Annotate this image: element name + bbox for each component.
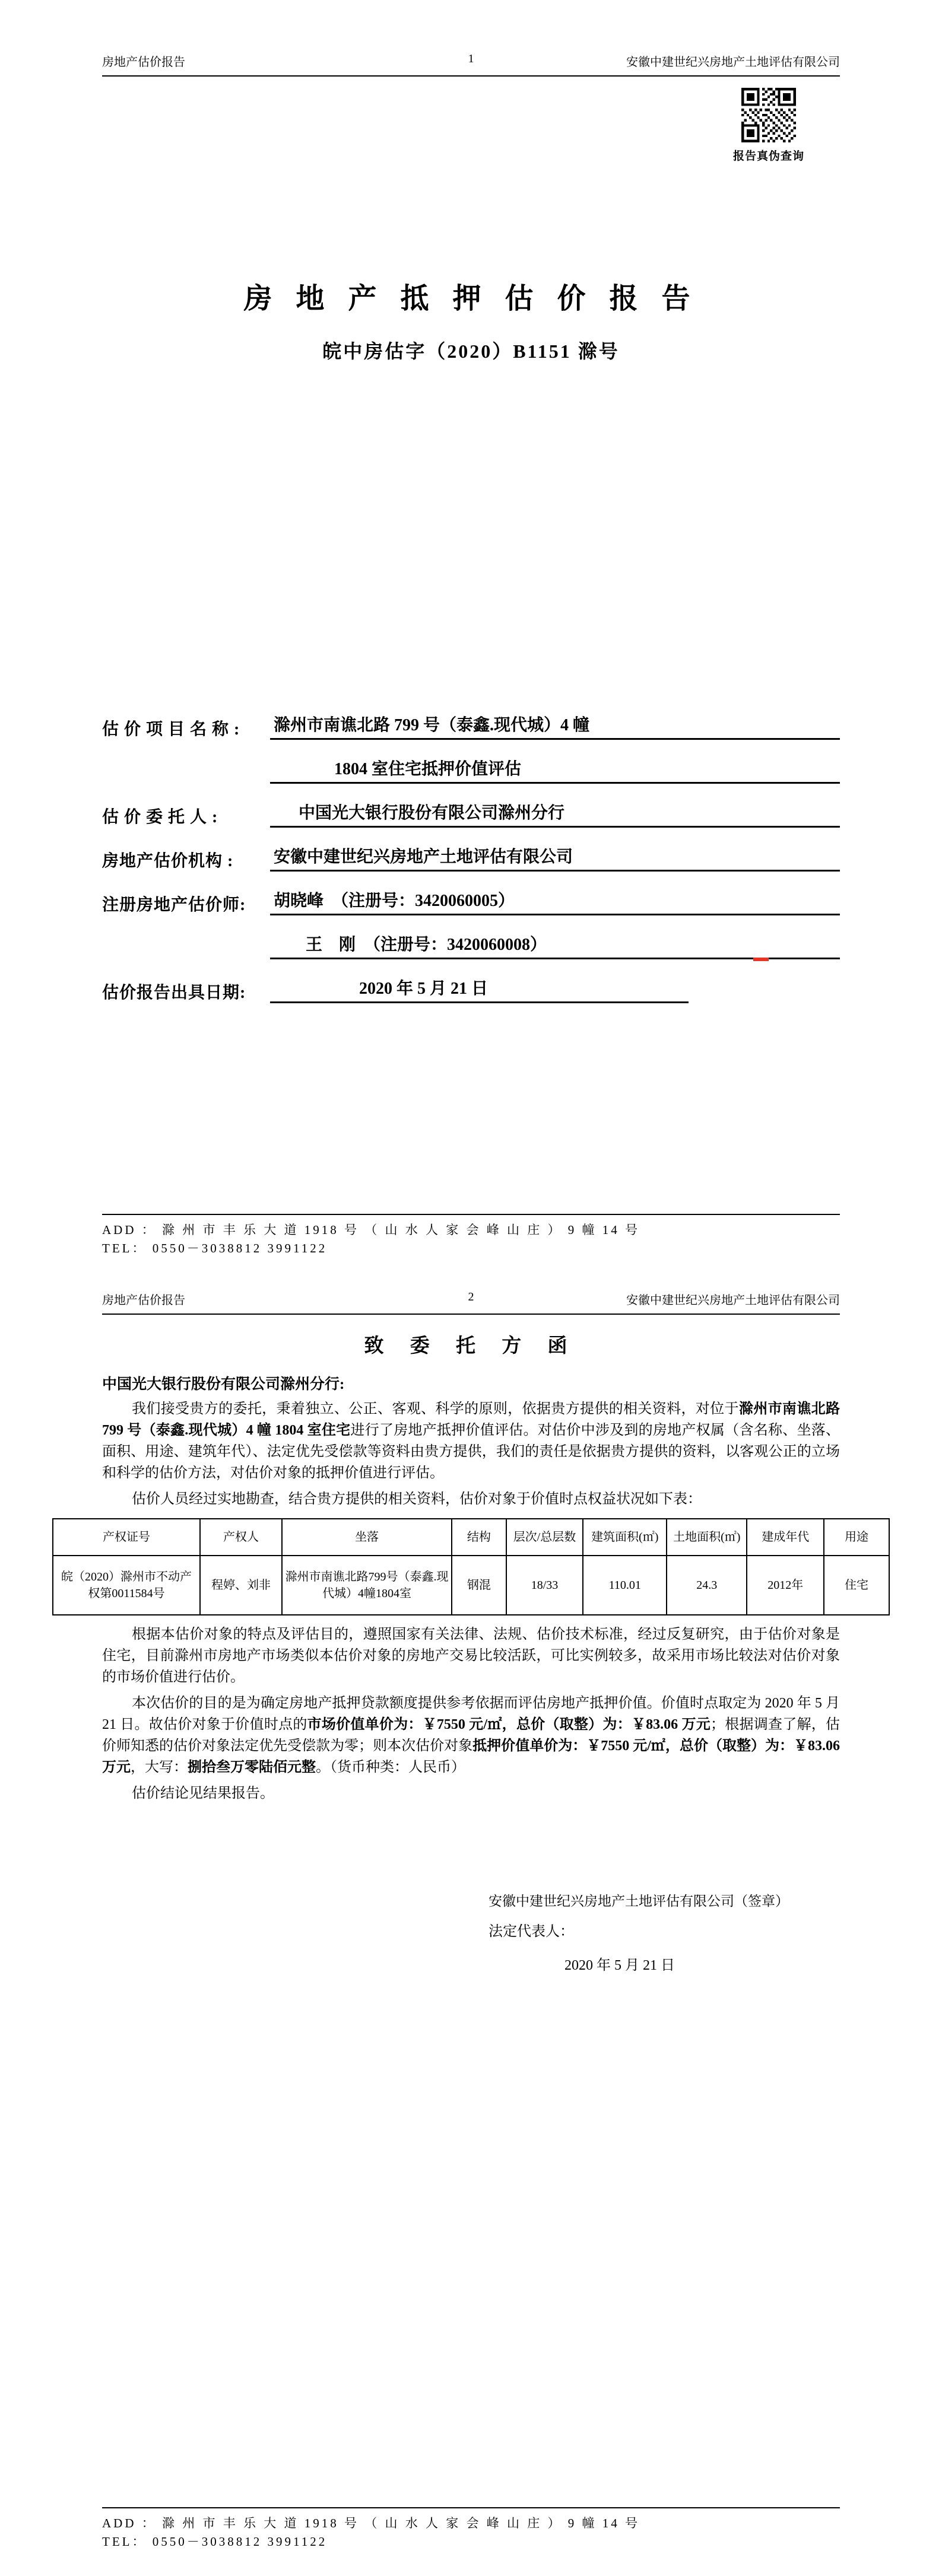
page-number: 2 — [468, 1290, 474, 1303]
paragraph-bold-text: 滁州市南谯北路 799 号（泰鑫.现代城）4 幢 1804 室住宅 — [102, 1401, 840, 1438]
table-header-cell: 建筑面积(㎡) — [583, 1519, 667, 1556]
table-cell: 皖（2020）滁州市不动产权第0011584号 — [53, 1556, 200, 1615]
cover-form — [102, 696, 840, 1003]
page-header — [102, 52, 840, 77]
paragraph-text: ；根据调查了解，估价师知悉的估价对象法定优先受偿款为零；则本次估价对象 — [102, 1717, 840, 1754]
salutation: 中国光大银行股份有限公司滁州分行: — [102, 1376, 345, 1392]
page-footer — [102, 1214, 840, 1258]
rights-status-table — [52, 1518, 890, 1615]
field-value: 2020 年 5 月 21 日 — [270, 975, 689, 1003]
signature-block — [102, 1890, 789, 1974]
table-cell: 钢混 — [452, 1556, 506, 1615]
paragraph-2: 估价人员经过实地勘查，结合贵方提供的相关资料，估价对象于价值时点权益状况如下表： — [132, 1491, 702, 1507]
qr-code — [741, 88, 796, 142]
mortgage-value-bold-text: 抵押价值单价为：￥7550 元/㎡，总价（取整）为：￥83.06 万元 — [102, 1738, 840, 1775]
page-footer — [102, 2507, 840, 2551]
field-value: 滁州市南谯北路 799 号（泰鑫.现代城）4 幢 — [270, 712, 840, 740]
paragraph-text: 我们接受贵方的委托，秉着独立、公正、客观、科学的原则，依据贵方提供的相关资料，对位于 — [132, 1401, 739, 1417]
field-appraiser-1 — [102, 872, 840, 915]
table-cell: 24.3 — [667, 1556, 747, 1615]
field-value: 安徽中建世纪兴房地产土地评估有限公司 — [270, 844, 840, 872]
paragraph-text: ，大写： — [131, 1760, 188, 1775]
table-row — [53, 1556, 889, 1615]
field-label: 估 价 项 目 名 称 : — [102, 720, 240, 739]
field-value: 王 刚 （注册号：3420060008） — [270, 931, 840, 959]
footer-tel: TEL： 0550－3038812 3991122 — [102, 2534, 328, 2549]
table-cell: 程婷、刘非 — [200, 1556, 282, 1615]
paragraph-3: 根据本估价对象的特点及评估目的，遵照国家有关法律、法规、估价技术标准，经过反复研究，由于估价对象是住宅，目前滁州市房地产市场类似本估价对象的房地产交易比较活跃，可比实例较多，故采用市场比较法对估价对象的市场价值进行估价。 — [102, 1627, 840, 1685]
qr-caption: 报告真伪查询 — [733, 150, 805, 163]
field-appraiser-2 — [102, 915, 840, 959]
field-label: 估 价 委 托 人 : — [102, 808, 218, 826]
table-header-cell: 土地面积(㎡) — [667, 1519, 747, 1556]
field-label: 估价报告出具日期: — [102, 984, 246, 1002]
amount-in-words-bold-text: 捌拾叁万零陆佰元整 — [188, 1760, 316, 1775]
header-company: 安徽中建世纪兴房地产土地评估有限公司 — [626, 56, 840, 69]
report-page-1 — [0, 0, 942, 1273]
market-value-bold-text: 市场价值单价为：￥7550 元/㎡，总价（取整）为：￥83.06 万元 — [307, 1717, 711, 1732]
paragraph-text: 。（货币种类：人民币） — [316, 1760, 465, 1775]
header-doc-title: 房地产估价报告 — [102, 56, 185, 69]
table-cell: 18/33 — [506, 1556, 583, 1615]
footer-tel: TEL： 0550－3038812 3991122 — [102, 1241, 328, 1255]
page-number: 1 — [468, 52, 474, 65]
field-label: 房地产估价机构 : — [102, 852, 234, 870]
field-value: 胡晓峰 （注册号：3420060005） — [270, 888, 840, 915]
paragraph-text: 本次估价的目的是为确定房地产抵押贷款额度提供参考依据而评估房地产抵押价值。价值时点取定为 2020 年 5 月 21 日。故估价对象于价值时点的 — [102, 1696, 840, 1732]
table-header-cell: 用途 — [824, 1519, 889, 1556]
field-client — [102, 784, 840, 828]
signature-company: 安徽中建世纪兴房地产土地评估有限公司（签章） — [489, 1894, 789, 1909]
table-header-cell: 结构 — [452, 1519, 506, 1556]
report-page-2 — [0, 1273, 942, 2576]
table-header-cell: 产权证号 — [53, 1519, 200, 1556]
table-header-cell: 建成年代 — [747, 1519, 824, 1556]
field-value: 中国光大银行股份有限公司滁州分行 — [270, 800, 840, 828]
paragraph-5: 估价结论见结果报告。 — [132, 1786, 274, 1801]
report-number: 皖中房估字（2020）B1151 滁号 — [322, 341, 620, 362]
table-header-row — [53, 1519, 889, 1556]
paragraph-4 — [102, 1693, 840, 1778]
table-cell: 110.01 — [583, 1556, 667, 1615]
field-value: 1804 室住宅抵押价值评估 — [270, 756, 840, 784]
table-cell: 住宅 — [824, 1556, 889, 1615]
header-doc-title: 房地产估价报告 — [102, 1294, 185, 1307]
table-cell: 滁州市南谯北路799号（泰鑫.现代城）4幢1804室 — [282, 1556, 452, 1615]
page-header — [102, 1290, 840, 1315]
signature-date: 2020 年 5 月 21 日 — [564, 1958, 675, 1973]
legal-representative: 法定代表人： — [489, 1924, 574, 1939]
footer-address: ADD ： 滁 州 市 丰 乐 大 道 1918 号 （ 山 水 人 家 会 峰 山 庄 ） 9 幢 14 号 — [102, 2516, 640, 2530]
letter-title: 致 委 托 方 函 — [364, 1335, 578, 1357]
paragraph-text: 进行了房地产抵押价值评估。对估价中涉及到的房地产权属（含名称、坐落、面积、用途、建筑年代）、法定优先受偿款等资料由贵方提供，我们的责任是依据贵方提供的资料，以客观公正的立场和科学的估价方法，对估价对象的抵押价值进行评估。 — [102, 1423, 840, 1481]
field-report-date — [102, 959, 840, 1003]
table-header-cell: 坐落 — [282, 1519, 452, 1556]
header-company: 安徽中建世纪兴房地产土地评估有限公司 — [626, 1294, 840, 1307]
footer-address: ADD ： 滁 州 市 丰 乐 大 道 1918 号 （ 山 水 人 家 会 峰 山 庄 ） 9 幢 14 号 — [102, 1223, 640, 1237]
qr-verification-block — [733, 88, 804, 163]
red-mark — [753, 958, 769, 961]
field-project-name-line2 — [102, 740, 840, 784]
field-agency — [102, 828, 840, 872]
table-header-cell: 层次/总层数 — [506, 1519, 583, 1556]
field-label: 注册房地产估价师: — [102, 896, 246, 914]
field-project-name — [102, 696, 840, 740]
paragraph-1 — [102, 1398, 840, 1484]
table-header-cell: 产权人 — [200, 1519, 282, 1556]
report-main-title: 房 地 产 抵 押 估 价 报 告 — [243, 283, 699, 314]
table-cell: 2012年 — [747, 1556, 824, 1615]
